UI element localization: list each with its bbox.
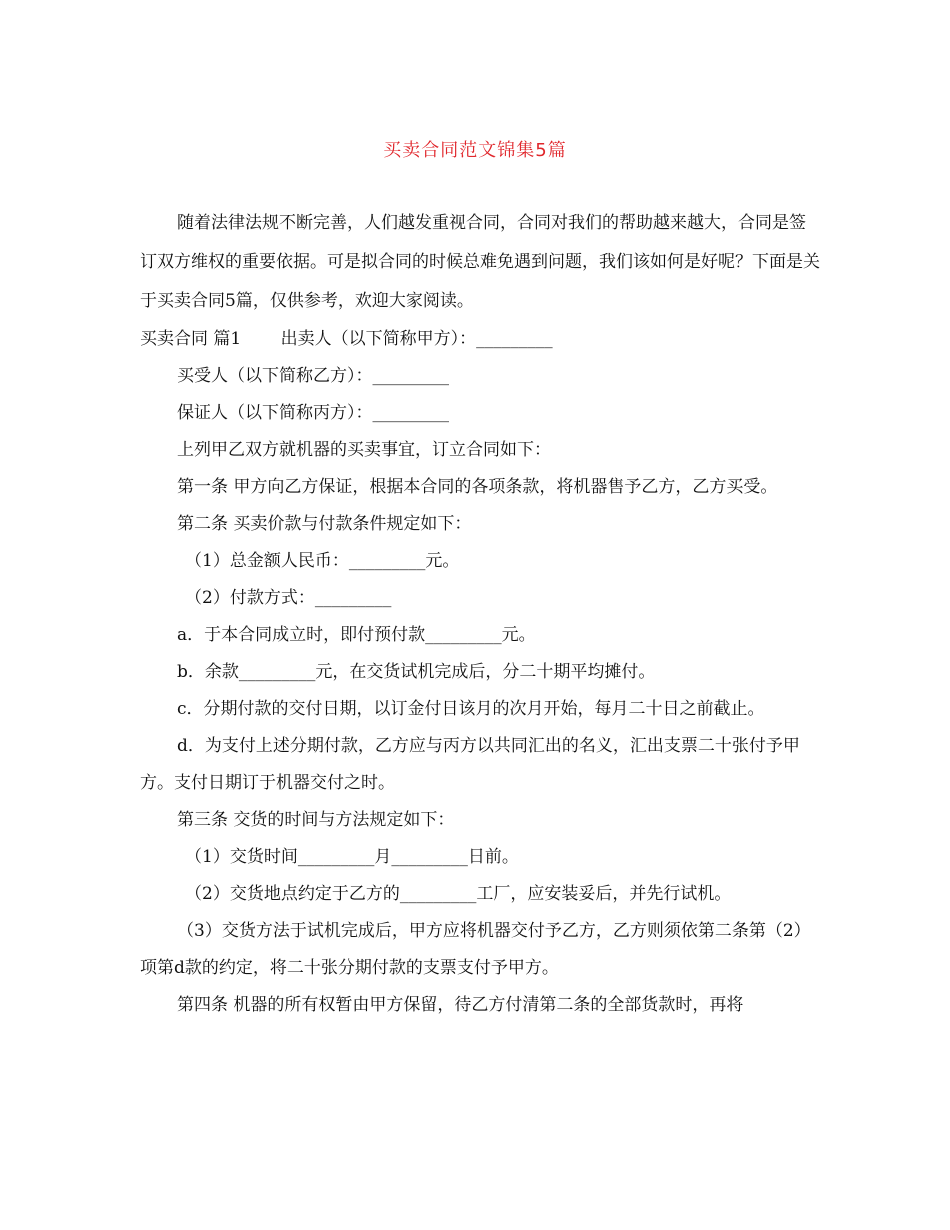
paragraph: （1）交货时间_________月_________日前。 (185, 847, 519, 867)
paragraph: d．为支付上述分期付款，乙方应与丙方以共同汇出的名义，汇出支票二十张付予甲方。支付日期订于机器交付之时。 (140, 736, 800, 793)
paragraph: 保证人（以下简称丙方）：_________ (177, 403, 449, 423)
paragraph: 买卖合同 篇1 出卖人（以下简称甲方）：_________ (140, 329, 553, 349)
paragraph: c．分期付款的交付日期，以订金付日该月的次月开始，每月二十日之前截止。 (177, 699, 765, 719)
paragraph: 第一条 甲方向乙方保证，根据本合同的各项条款，将机器售予乙方，乙方买受。 (177, 477, 778, 497)
paragraph: （1）总金额人民币：_________元。 (185, 551, 460, 571)
document-title: 买卖合同范文锦集5篇 (383, 140, 567, 161)
paragraph: 随着法律法规不断完善，人们越发重视合同，合同对我们的帮助越来越大，合同是签订双方维权的重要依据。可是拟合同的时候总难免遇到问题，我们该如何是好呢？下面是关于买卖合同5篇，仅供参考，欢迎大家阅读。 (140, 213, 820, 311)
paragraph: 第三条 交货的时间与方法规定如下： (177, 810, 455, 830)
paragraph: （3）交货方法于试机完成后，甲方应将机器交付予乙方，乙方则须依第二条第（2）项第d款的约定，将二十张分期付款的支票支付予甲方。 (140, 921, 811, 978)
paragraph: a．于本合同成立时，即付预付款_________元。 (177, 625, 536, 645)
paragraph: b．余款_________元，在交货试机完成后，分二十期平均摊付。 (177, 662, 656, 682)
paragraph: （2）交货地点约定于乙方的_________工厂，应安装妥后，并先行试机。 (185, 884, 732, 904)
paragraph: 买受人（以下简称乙方）：_________ (177, 366, 449, 386)
document-body (140, 204, 820, 1024)
paragraph: 上列甲乙双方就机器的买卖事宜，订立合同如下： (177, 440, 551, 460)
paragraph: 第四条 机器的所有权暂由甲方保留，待乙方付清第二条的全部货款时，再将 (177, 995, 744, 1015)
paragraph: （2）付款方式：_________ (185, 588, 392, 608)
paragraph: 第二条 买卖价款与付款条件规定如下： (177, 514, 472, 534)
